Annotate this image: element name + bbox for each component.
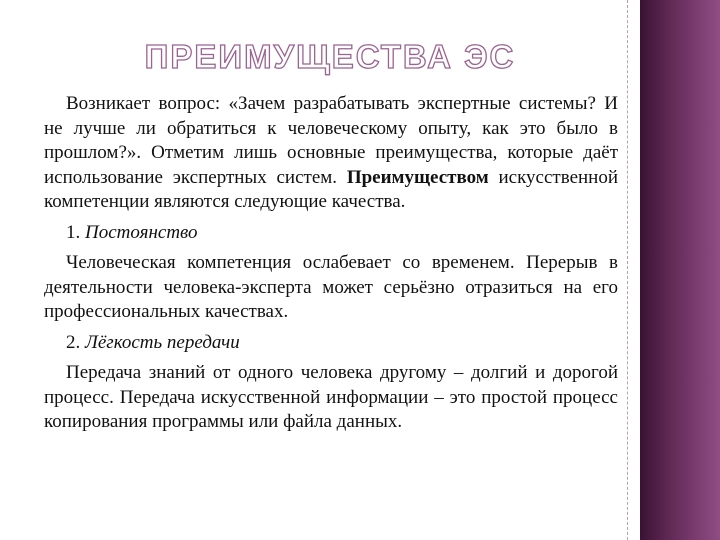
intro-text-1: Возникает вопрос: «Зачем разрабатывать экспертные системы? И не лучше ли обратиться к человеческому опыту, как это было в прошлом?». Отметим лишь основные преимущества, которые даёт использование экспертных систем. bbox=[44, 93, 618, 188]
item-heading-1 bbox=[66, 221, 618, 246]
item-number: 1. bbox=[66, 221, 81, 243]
item-heading-2 bbox=[66, 331, 618, 356]
item-name: Постоянство bbox=[85, 221, 198, 243]
slide-body bbox=[44, 92, 618, 441]
decorative-side-band bbox=[640, 0, 720, 540]
divider-line bbox=[627, 0, 628, 540]
intro-paragraph bbox=[44, 92, 618, 215]
item-text-1: Человеческая компетенция ослабевает со временем. Перерыв в деятельности человека-эксперта может серьёзно отразиться на его профессиональных качествах. bbox=[44, 252, 618, 322]
intro-bold-term: Преимуществом bbox=[346, 166, 489, 188]
item-name: Лёгкость передачи bbox=[85, 331, 240, 353]
slide-title: ПРЕИМУЩЕСТВА ЭС bbox=[144, 38, 516, 75]
item-text-2: Передача знаний от одного человека другому – долгий и дорогой процесс. Передача искусственной информации – это простой процесс копирования программы или файла данных. bbox=[44, 362, 618, 432]
item-number: 2. bbox=[66, 331, 81, 353]
intro-text-2: искусственной компетенции являются следующие качества. bbox=[44, 166, 619, 212]
